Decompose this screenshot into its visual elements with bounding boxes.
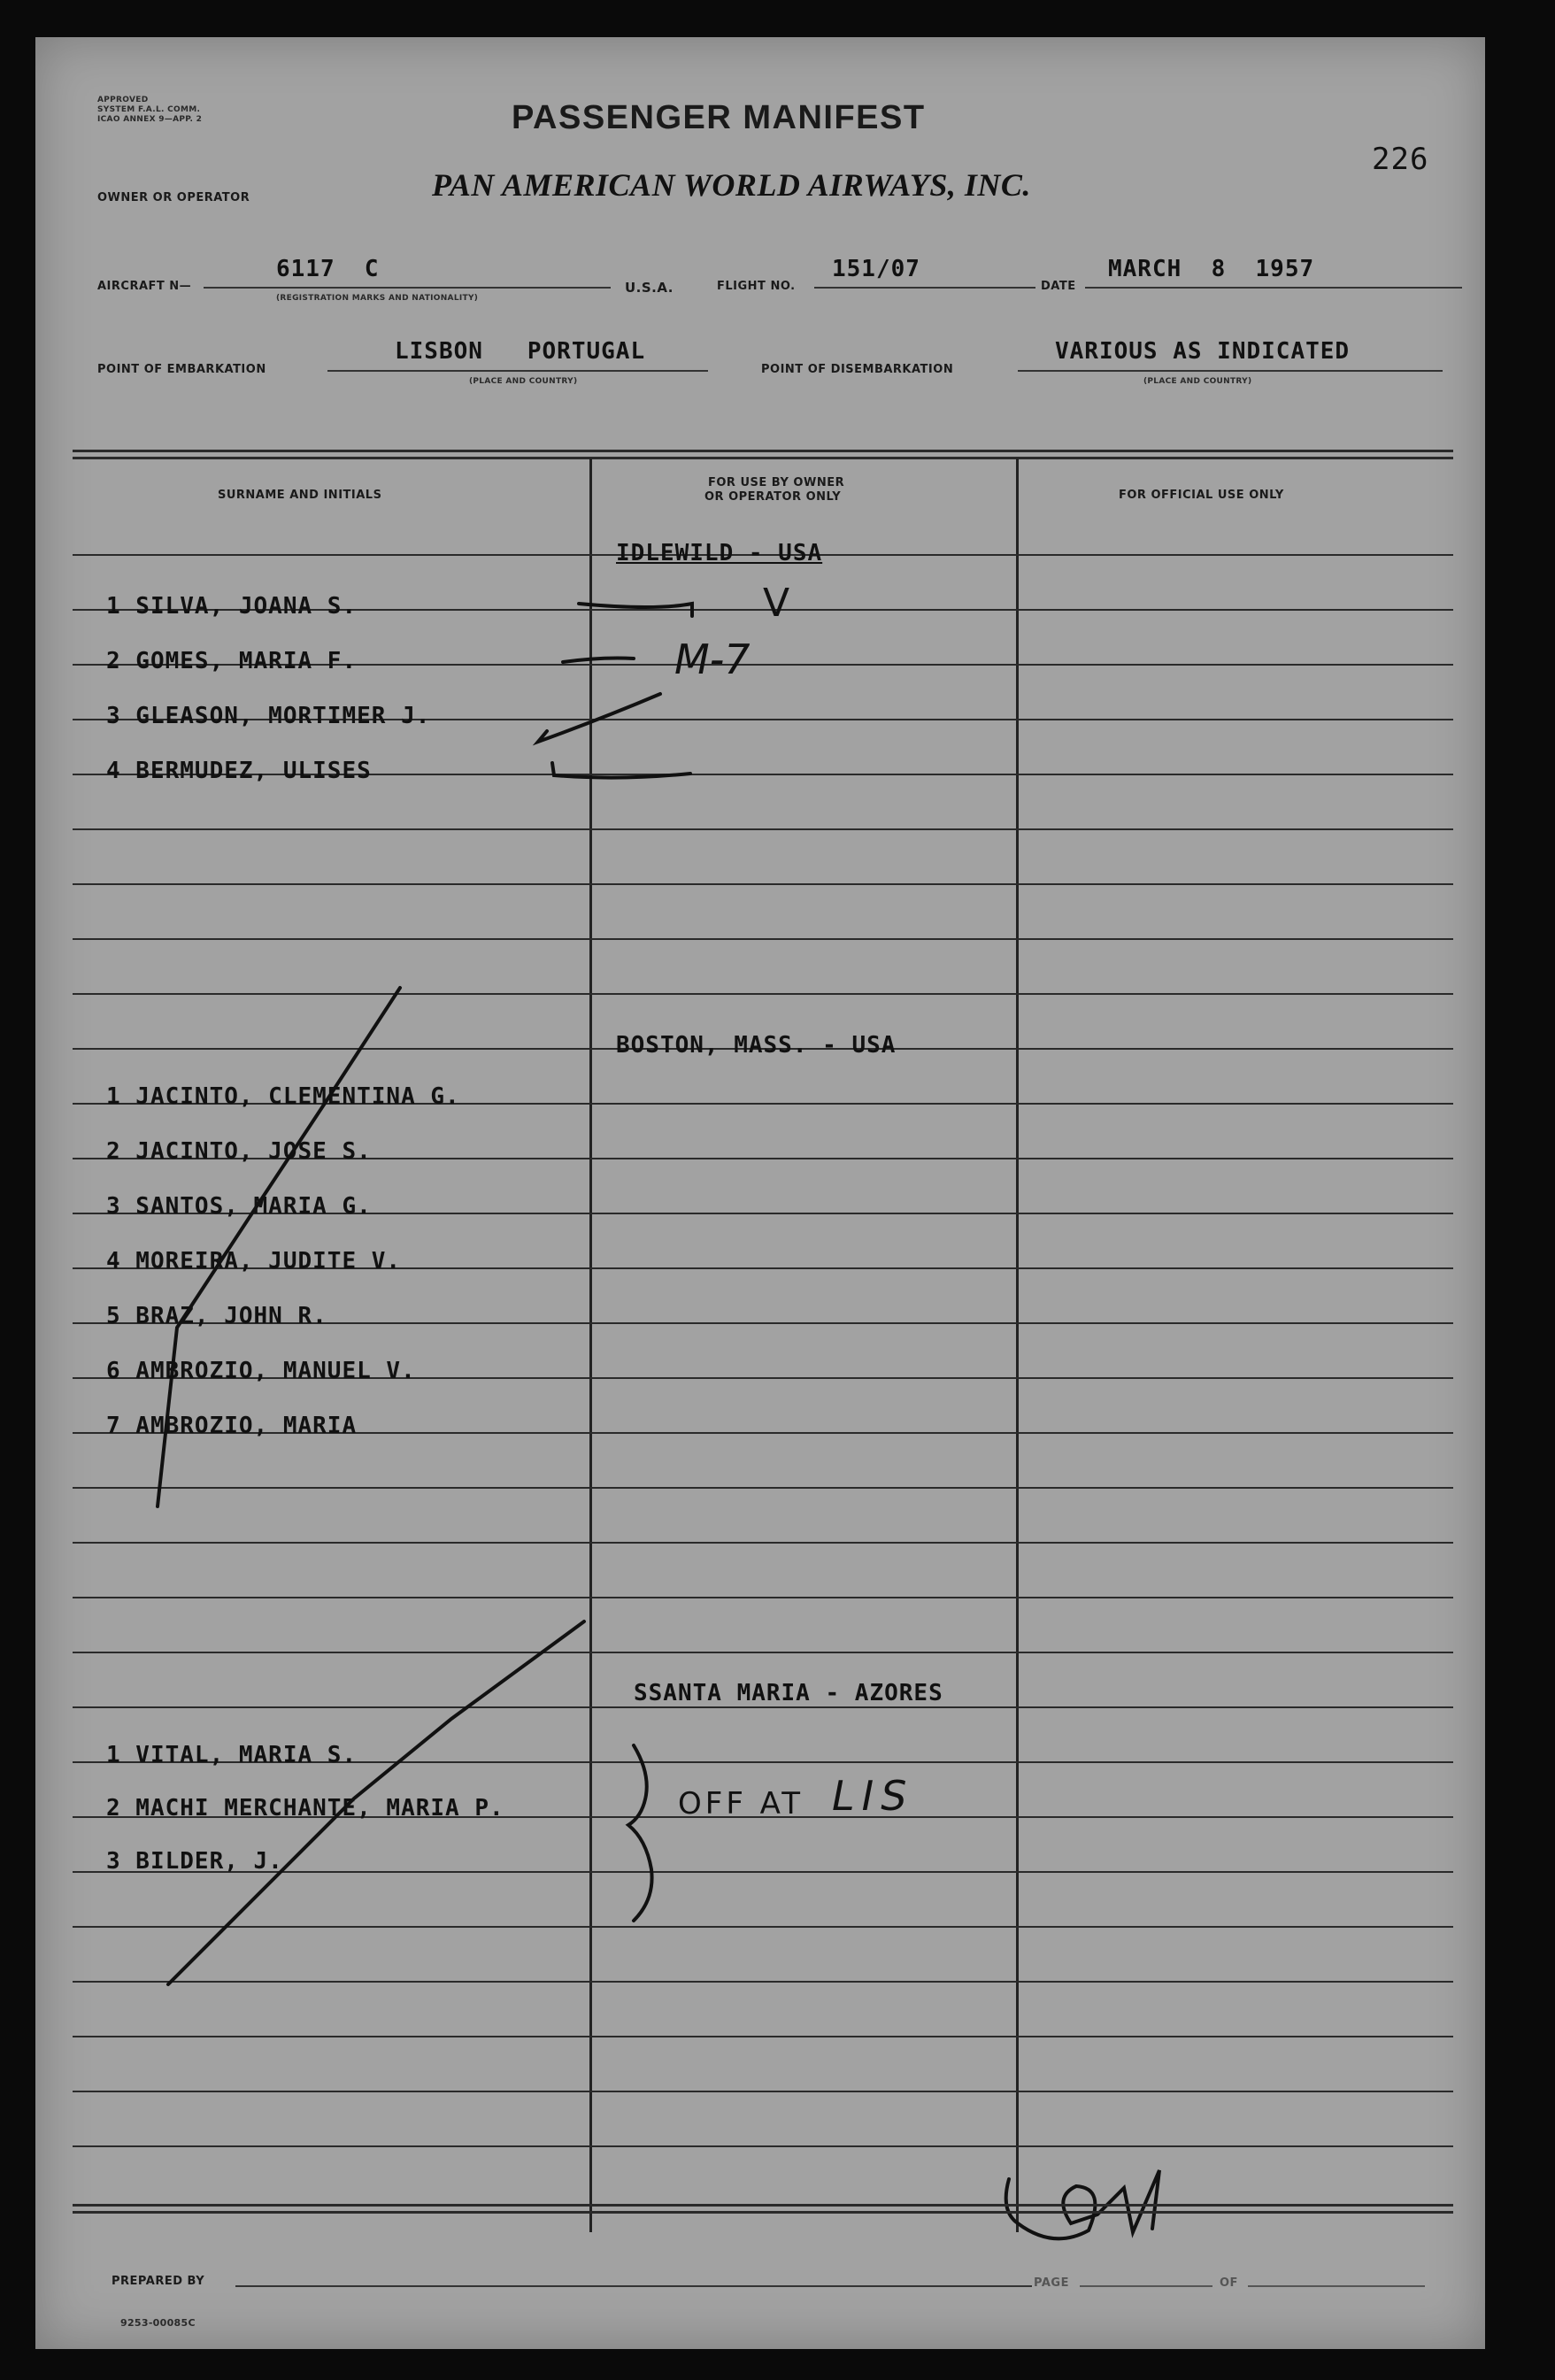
page-line — [1080, 2285, 1212, 2287]
form-number: 9253-00085C — [120, 2317, 196, 2329]
prepared-by-label: PREPARED BY — [112, 2275, 205, 2288]
group-1-destination: IDLEWILD - USA — [616, 540, 823, 566]
pen-strokes — [35, 37, 1485, 2349]
page-label: PAGE — [1034, 2276, 1069, 2290]
strike-line-azores — [168, 1621, 584, 1984]
disembark-label: POINT OF DISEMBARKATION — [761, 363, 954, 376]
aircraft-label: AIRCRAFT N— — [97, 280, 192, 293]
aircraft-value: 6117 C — [276, 256, 380, 282]
manifest-sheet — [35, 37, 1485, 2349]
of-line — [1248, 2285, 1425, 2287]
passenger-row: 5 BRAZ, JOHN R. — [106, 1303, 327, 1329]
handwritten-offat: OFF AT — [678, 1786, 804, 1822]
tick-mark — [563, 659, 634, 663]
disembark-sub: (PLACE AND COUNTRY) — [1143, 377, 1252, 386]
approval-line-2: SYSTEM F.A.L. COMM. — [97, 105, 201, 114]
embark-label: POINT OF EMBARKATION — [97, 363, 266, 376]
aircraft-sub: (REGISTRATION MARKS AND NATIONALITY) — [276, 294, 479, 303]
passenger-row: 1 JACINTO, CLEMENTINA G. — [106, 1083, 460, 1110]
embark-sub: (PLACE AND COUNTRY) — [469, 377, 578, 386]
date-value: MARCH 8 1957 — [1108, 256, 1315, 282]
passenger-row: 4 BERMUDEZ, ULISES — [106, 758, 372, 784]
col-header-owner-2: OR OPERATOR ONLY — [704, 490, 842, 504]
tick-mark — [552, 763, 690, 778]
owner-label: OWNER OR OPERATOR — [97, 191, 250, 204]
passenger-row: 2 JACINTO, JOSE S. — [106, 1138, 372, 1165]
table-bottom-rule-2 — [73, 2211, 1453, 2214]
handwritten-m: M-7 — [674, 635, 751, 683]
flight-value: 151/07 — [832, 256, 920, 282]
approval-line-3: ICAO ANNEX 9—APP. 2 — [97, 115, 203, 124]
brace — [628, 1745, 652, 1921]
of-label: OF — [1220, 2276, 1238, 2290]
date-label: DATE — [1041, 280, 1076, 293]
owner-value: PAN AMERICAN WORLD AIRWAYS, INC. — [432, 167, 1031, 203]
group-3-destination: SSANTA MARIA - AZORES — [634, 1680, 943, 1706]
handwritten-lis: LIS — [832, 1772, 914, 1820]
passenger-row: 3 GLEASON, MORTIMER J. — [106, 703, 431, 729]
page-title: PASSENGER MANIFEST — [512, 99, 926, 136]
table-bottom-rule — [73, 2204, 1453, 2207]
col-header-owner-1: FOR USE BY OWNER — [708, 476, 845, 489]
passenger-row: 3 BILDER, J. — [106, 1848, 283, 1875]
passenger-row: 1 VITAL, MARIA S. — [106, 1742, 358, 1768]
col-header-names: SURNAME AND INITIALS — [218, 489, 382, 502]
passenger-row: 3 SANTOS, MARIA G. — [106, 1193, 372, 1220]
flight-label: FLIGHT NO. — [717, 280, 796, 293]
disembark-value: VARIOUS AS INDICATED — [1055, 338, 1351, 365]
passenger-row: 6 AMBROZIO, MANUEL V. — [106, 1358, 416, 1384]
passenger-row: 2 MACHI MERCHANTE, MARIA P. — [106, 1795, 504, 1822]
approval-line-1: APPROVED — [97, 96, 149, 104]
page-number: 226 — [1372, 142, 1429, 177]
passenger-row: 4 MOREIRA, JUDITE V. — [106, 1248, 402, 1275]
prepared-by-line — [235, 2285, 1032, 2287]
handwritten-v: V — [763, 581, 790, 626]
group-2-destination: BOSTON, MASS. - USA — [616, 1032, 897, 1059]
passenger-row: 7 AMBROZIO, MARIA — [106, 1413, 358, 1439]
passenger-row: 1 SILVA, JOANA S. — [106, 593, 358, 620]
passenger-row: 2 GOMES, MARIA F. — [106, 648, 358, 674]
col-header-official: FOR OFFICIAL USE ONLY — [1119, 489, 1284, 502]
tick-mark — [538, 694, 660, 742]
nationality-label: U.S.A. — [625, 280, 674, 296]
embark-value: LISBON PORTUGAL — [395, 338, 646, 365]
strike-line-boston — [158, 988, 400, 1506]
tick-mark — [579, 604, 692, 616]
